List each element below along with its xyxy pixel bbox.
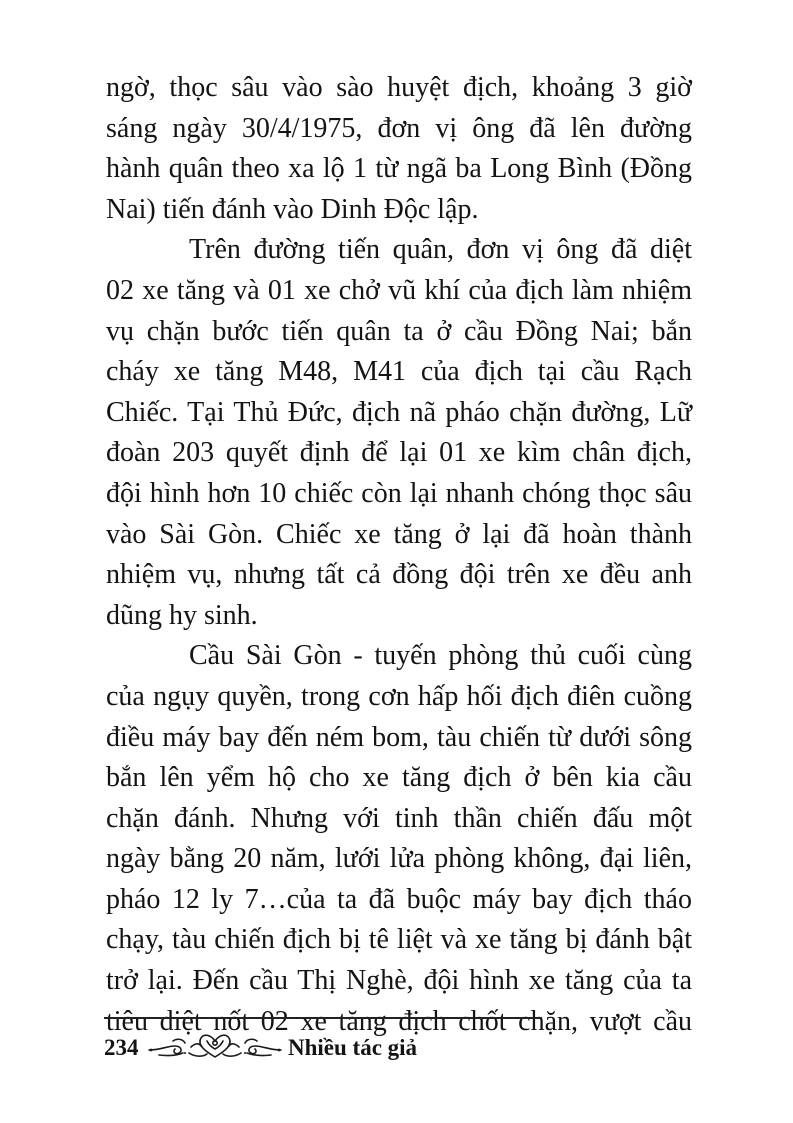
- text-line-22: chạy, tàu chiến địch bị tê liệt và xe tăng bị đánh bật: [106, 924, 692, 956]
- text-line-8: cháy xe tăng M48, M41 của địch tại cầu Rạch: [106, 356, 692, 388]
- text-line-15: Cầu Sài Gòn - tuyến phòng thủ cuối cùng: [189, 640, 692, 672]
- text-line-18: bắn lên yểm hộ cho xe tăng địch ở bên kia cầu: [106, 762, 692, 794]
- text-line-13: nhiệm vụ, nhưng tất cả đồng đội trên xe đều anh: [106, 559, 692, 591]
- text-line-24: tiêu diệt nốt 02 xe tăng địch chốt chặn, vượt cầu: [106, 1005, 692, 1037]
- text-line-16: của ngụy quyền, trong cơn hấp hối địch điên cuồng: [106, 680, 692, 712]
- text-line-2: sáng ngày 30/4/1975, đơn vị ông đã lên đường: [106, 112, 692, 144]
- text-line-4: Nai) tiến đánh vào Dinh Độc lập.: [106, 193, 479, 225]
- page-footer: [104, 1015, 544, 1065]
- text-line-10: đoàn 203 quyết định để lại 01 xe kìm chân địch,: [106, 437, 692, 469]
- text-line-19: chặn đánh. Nhưng với tinh thần chiến đấu một: [106, 802, 692, 834]
- text-line-21: pháo 12 ly 7…của ta đã buộc máy bay địch tháo: [106, 883, 692, 915]
- text-line-12: vào Sài Gòn. Chiếc xe tăng ở lại đã hoàn thành: [106, 518, 692, 550]
- text-line-6: 02 xe tăng và 01 xe chở vũ khí của địch làm nhiệm: [106, 274, 692, 306]
- text-line-1: ngờ, thọc sâu vào sào huyệt địch, khoảng 3 giờ: [106, 72, 692, 103]
- text-line-9: Chiếc. Tại Thủ Đức, địch nã pháo chặn đường, Lữ: [106, 396, 692, 428]
- text-line-3: hành quân theo xa lộ 1 từ ngã ba Long Bình (Đồng: [106, 153, 692, 185]
- text-line-11: đội hình hơn 10 chiếc còn lại nhanh chóng thọc sâu: [106, 477, 692, 509]
- body-text: [106, 68, 692, 1042]
- text-line-7: vụ chặn bước tiến quân ta ở cầu Đồng Nai; bắn: [106, 315, 692, 347]
- page-number: 234: [104, 1035, 139, 1060]
- text-line-5: Trên đường tiến quân, đơn vị ông đã diệt: [189, 234, 692, 266]
- text-line-20: ngày bằng 20 năm, lưới lửa phòng không, đại liên,: [106, 843, 692, 875]
- footer-rule: [104, 1017, 542, 1019]
- author-name: Nhiều tác giả: [288, 1035, 418, 1060]
- floral-ornament-icon: [145, 1029, 285, 1063]
- text-line-17: điều máy bay đến ném bom, tàu chiến từ dưới sông: [106, 721, 692, 753]
- text-line-23: trở lại. Đến cầu Thị Nghè, đội hình xe tăng của ta: [106, 965, 692, 997]
- text-line-14: dũng hy sinh.: [106, 599, 258, 631]
